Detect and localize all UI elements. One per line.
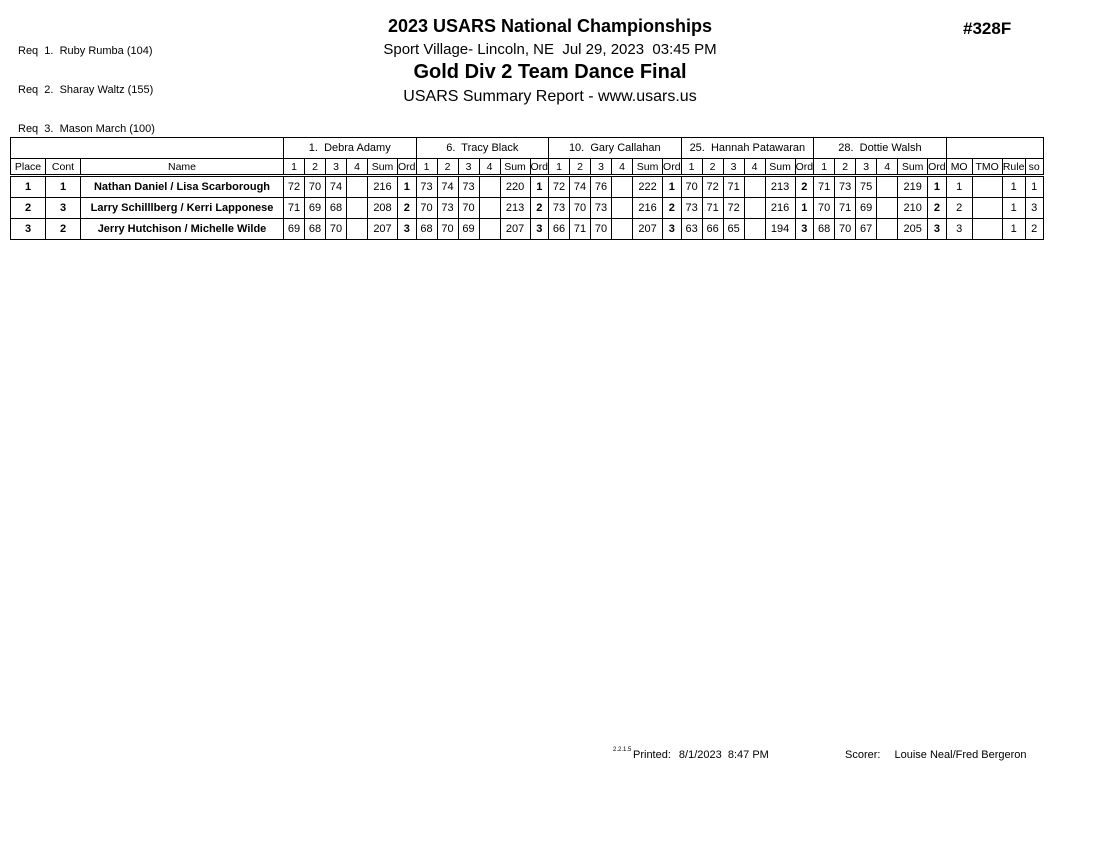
header-cell: Name (81, 159, 284, 176)
skater-name-cell: Jerry Hutchison / Michelle Wilde (81, 219, 284, 240)
score-cell (479, 176, 500, 198)
score-cell (744, 176, 765, 198)
score-cell (612, 176, 633, 198)
score-cell: 63 (681, 219, 702, 240)
ordinal-cell: 3 (795, 219, 814, 240)
score-cell: 71 (814, 176, 835, 198)
score-cell: 70 (416, 198, 437, 219)
report-subtitle: USARS Summary Report - www.usars.us (403, 88, 697, 105)
score-cell: 70 (835, 219, 856, 240)
table-row (11, 219, 1044, 240)
table-row (11, 176, 1044, 198)
ordinal-cell: 2 (663, 198, 682, 219)
score-cell: 69 (856, 198, 877, 219)
score-cell: 73 (416, 176, 437, 198)
judge-name-cell: 10. Gary Callahan (549, 138, 682, 159)
header-cell: Sum (898, 159, 928, 176)
score-cell (612, 198, 633, 219)
score-cell: 72 (549, 176, 570, 198)
corner-spacer (11, 138, 284, 159)
contestant-number-cell: 2 (46, 219, 81, 240)
column-header-row (11, 159, 1044, 176)
score-cell: 72 (702, 176, 723, 198)
header-cell: Sum (500, 159, 530, 176)
score-cell: 71 (835, 198, 856, 219)
score-cell: 71 (570, 219, 591, 240)
scorer-line (845, 749, 1027, 761)
score-cell: 69 (458, 219, 479, 240)
score-cell (347, 176, 368, 198)
rule-cell: 1 (1002, 219, 1025, 240)
header-cell: 3 (856, 159, 877, 176)
scorer-value: Louise Neal/Fred Bergeron (894, 749, 1027, 761)
score-cell: 73 (591, 198, 612, 219)
score-cell: 74 (570, 176, 591, 198)
contestant-number-cell: 1 (46, 176, 81, 198)
sum-cell: 207 (368, 219, 398, 240)
score-cell: 70 (326, 219, 347, 240)
score-cell: 72 (284, 176, 305, 198)
score-cell: 72 (723, 198, 744, 219)
header-cell: 2 (835, 159, 856, 176)
header-cell: Ord (398, 159, 417, 176)
rule-cell: 1 (1002, 198, 1025, 219)
score-cell: 70 (458, 198, 479, 219)
header-cell: Ord (530, 159, 549, 176)
skater-name-cell: Nathan Daniel / Lisa Scarborough (81, 176, 284, 198)
score-cell: 71 (284, 198, 305, 219)
score-cell: 68 (416, 219, 437, 240)
header-cell: 4 (612, 159, 633, 176)
place-cell: 1 (11, 176, 46, 198)
sum-cell: 194 (765, 219, 795, 240)
score-cell: 70 (681, 176, 702, 198)
ordinal-cell: 3 (928, 219, 947, 240)
skater-name-cell: Larry Schilllberg / Kerri Lapponese (81, 198, 284, 219)
judge-name-cell: 6. Tracy Black (416, 138, 549, 159)
header-cell: Ord (663, 159, 682, 176)
sum-cell: 222 (633, 176, 663, 198)
score-cell (347, 219, 368, 240)
header-cell: Ord (795, 159, 814, 176)
score-cell (877, 219, 898, 240)
table-row (11, 198, 1044, 219)
score-cell: 65 (723, 219, 744, 240)
ordinal-cell: 2 (530, 198, 549, 219)
printed-label: Printed: (633, 749, 671, 761)
score-cell (612, 219, 633, 240)
score-cell (347, 198, 368, 219)
header-cell: 2 (702, 159, 723, 176)
header-cell: 4 (347, 159, 368, 176)
header-cell: Cont (46, 159, 81, 176)
software-version: 2.2.1.5 (613, 747, 632, 753)
header-cell: 1 (284, 159, 305, 176)
report-code: #328F (963, 19, 1012, 38)
score-cell: 66 (549, 219, 570, 240)
tmo-cell (972, 176, 1002, 198)
requirement-line: Req 2. Sharay Waltz (155) (18, 84, 154, 96)
printed-line (633, 749, 769, 761)
score-cell (744, 198, 765, 219)
mo-cell: 1 (946, 176, 972, 198)
header-cell: 3 (458, 159, 479, 176)
ordinal-cell: 1 (663, 176, 682, 198)
header-cell: Ord (928, 159, 947, 176)
score-cell: 74 (326, 176, 347, 198)
header-cell: 3 (591, 159, 612, 176)
judge-name-cell: 25. Hannah Patawaran (681, 138, 814, 159)
score-cell: 67 (856, 219, 877, 240)
sum-cell: 216 (633, 198, 663, 219)
ordinal-cell: 3 (663, 219, 682, 240)
ordinal-cell: 1 (398, 176, 417, 198)
sum-cell: 208 (368, 198, 398, 219)
sum-cell: 213 (765, 176, 795, 198)
score-cell: 73 (681, 198, 702, 219)
score-cell: 70 (305, 176, 326, 198)
rule-cell: 1 (1002, 176, 1025, 198)
event-header (0, 16, 1100, 106)
score-cell (744, 219, 765, 240)
score-cell: 71 (723, 176, 744, 198)
requirement-line: Req 3. Mason March (100) (18, 123, 155, 135)
sum-cell: 216 (368, 176, 398, 198)
header-cell: TMO (972, 159, 1002, 176)
score-cell (479, 219, 500, 240)
tmo-cell (972, 198, 1002, 219)
sum-cell: 220 (500, 176, 530, 198)
score-cell: 74 (437, 176, 458, 198)
header-cell: 4 (877, 159, 898, 176)
sum-cell: 219 (898, 176, 928, 198)
ordinal-cell: 1 (530, 176, 549, 198)
score-cell (877, 198, 898, 219)
event-title: Gold Div 2 Team Dance Final (413, 61, 687, 83)
ordinal-cell: 3 (530, 219, 549, 240)
header-cell: 1 (549, 159, 570, 176)
score-cell: 71 (702, 198, 723, 219)
judge-name-cell: 28. Dottie Walsh (814, 138, 947, 159)
header-cell: Rule (1002, 159, 1025, 176)
venue-date-line: Sport Village- Lincoln, NE Jul 29, 2023 03:45 PM (383, 41, 717, 58)
sum-cell: 207 (633, 219, 663, 240)
sum-cell: 213 (500, 198, 530, 219)
so-cell: 1 (1025, 176, 1043, 198)
score-cell: 76 (591, 176, 612, 198)
score-cell: 73 (458, 176, 479, 198)
sum-cell: 205 (898, 219, 928, 240)
place-cell: 2 (11, 198, 46, 219)
corner-spacer (946, 138, 1043, 159)
ordinal-cell: 2 (398, 198, 417, 219)
requirement-line: Req 1. Ruby Rumba (104) (18, 45, 153, 57)
score-cell: 68 (814, 219, 835, 240)
scorer-label: Scorer: (845, 749, 881, 761)
ordinal-cell: 2 (795, 176, 814, 198)
ordinal-cell: 1 (928, 176, 947, 198)
mo-cell: 3 (946, 219, 972, 240)
score-cell: 70 (591, 219, 612, 240)
score-cell: 73 (437, 198, 458, 219)
header-cell: 1 (814, 159, 835, 176)
header-cell: 3 (326, 159, 347, 176)
header-cell: 3 (723, 159, 744, 176)
contestant-number-cell: 3 (46, 198, 81, 219)
so-cell: 3 (1025, 198, 1043, 219)
ordinal-cell: 2 (928, 198, 947, 219)
tmo-cell (972, 219, 1002, 240)
score-cell: 66 (702, 219, 723, 240)
header-cell: 2 (570, 159, 591, 176)
score-cell: 68 (305, 219, 326, 240)
header-cell: 1 (681, 159, 702, 176)
ordinal-cell: 1 (795, 198, 814, 219)
judge-name-cell: 1. Debra Adamy (284, 138, 417, 159)
header-cell: 2 (437, 159, 458, 176)
ordinal-cell: 3 (398, 219, 417, 240)
so-cell: 2 (1025, 219, 1043, 240)
place-cell: 3 (11, 219, 46, 240)
header-cell: Place (11, 159, 46, 176)
score-cell: 70 (437, 219, 458, 240)
header-cell: 4 (744, 159, 765, 176)
score-cell: 70 (814, 198, 835, 219)
score-cell (877, 176, 898, 198)
sum-cell: 210 (898, 198, 928, 219)
header-cell: 4 (479, 159, 500, 176)
score-cell: 75 (856, 176, 877, 198)
championship-title: 2023 USARS National Championships (387, 16, 713, 36)
header-cell: 1 (416, 159, 437, 176)
judge-name-row (11, 138, 1044, 159)
header-cell: Sum (765, 159, 795, 176)
results-table-wrapper (10, 137, 1044, 240)
score-cell: 69 (284, 219, 305, 240)
header-cell: Sum (368, 159, 398, 176)
score-cell: 68 (326, 198, 347, 219)
score-cell: 70 (570, 198, 591, 219)
header-cell: Sum (633, 159, 663, 176)
score-cell: 73 (549, 198, 570, 219)
score-cell: 73 (835, 176, 856, 198)
header-cell: MO (946, 159, 972, 176)
header-cell: 2 (305, 159, 326, 176)
printed-value: 8/1/2023 8:47 PM (678, 749, 769, 761)
score-cell: 69 (305, 198, 326, 219)
header-cell: so (1025, 159, 1043, 176)
summary-table (10, 137, 1044, 240)
score-cell (479, 198, 500, 219)
sum-cell: 216 (765, 198, 795, 219)
mo-cell: 2 (946, 198, 972, 219)
sum-cell: 207 (500, 219, 530, 240)
